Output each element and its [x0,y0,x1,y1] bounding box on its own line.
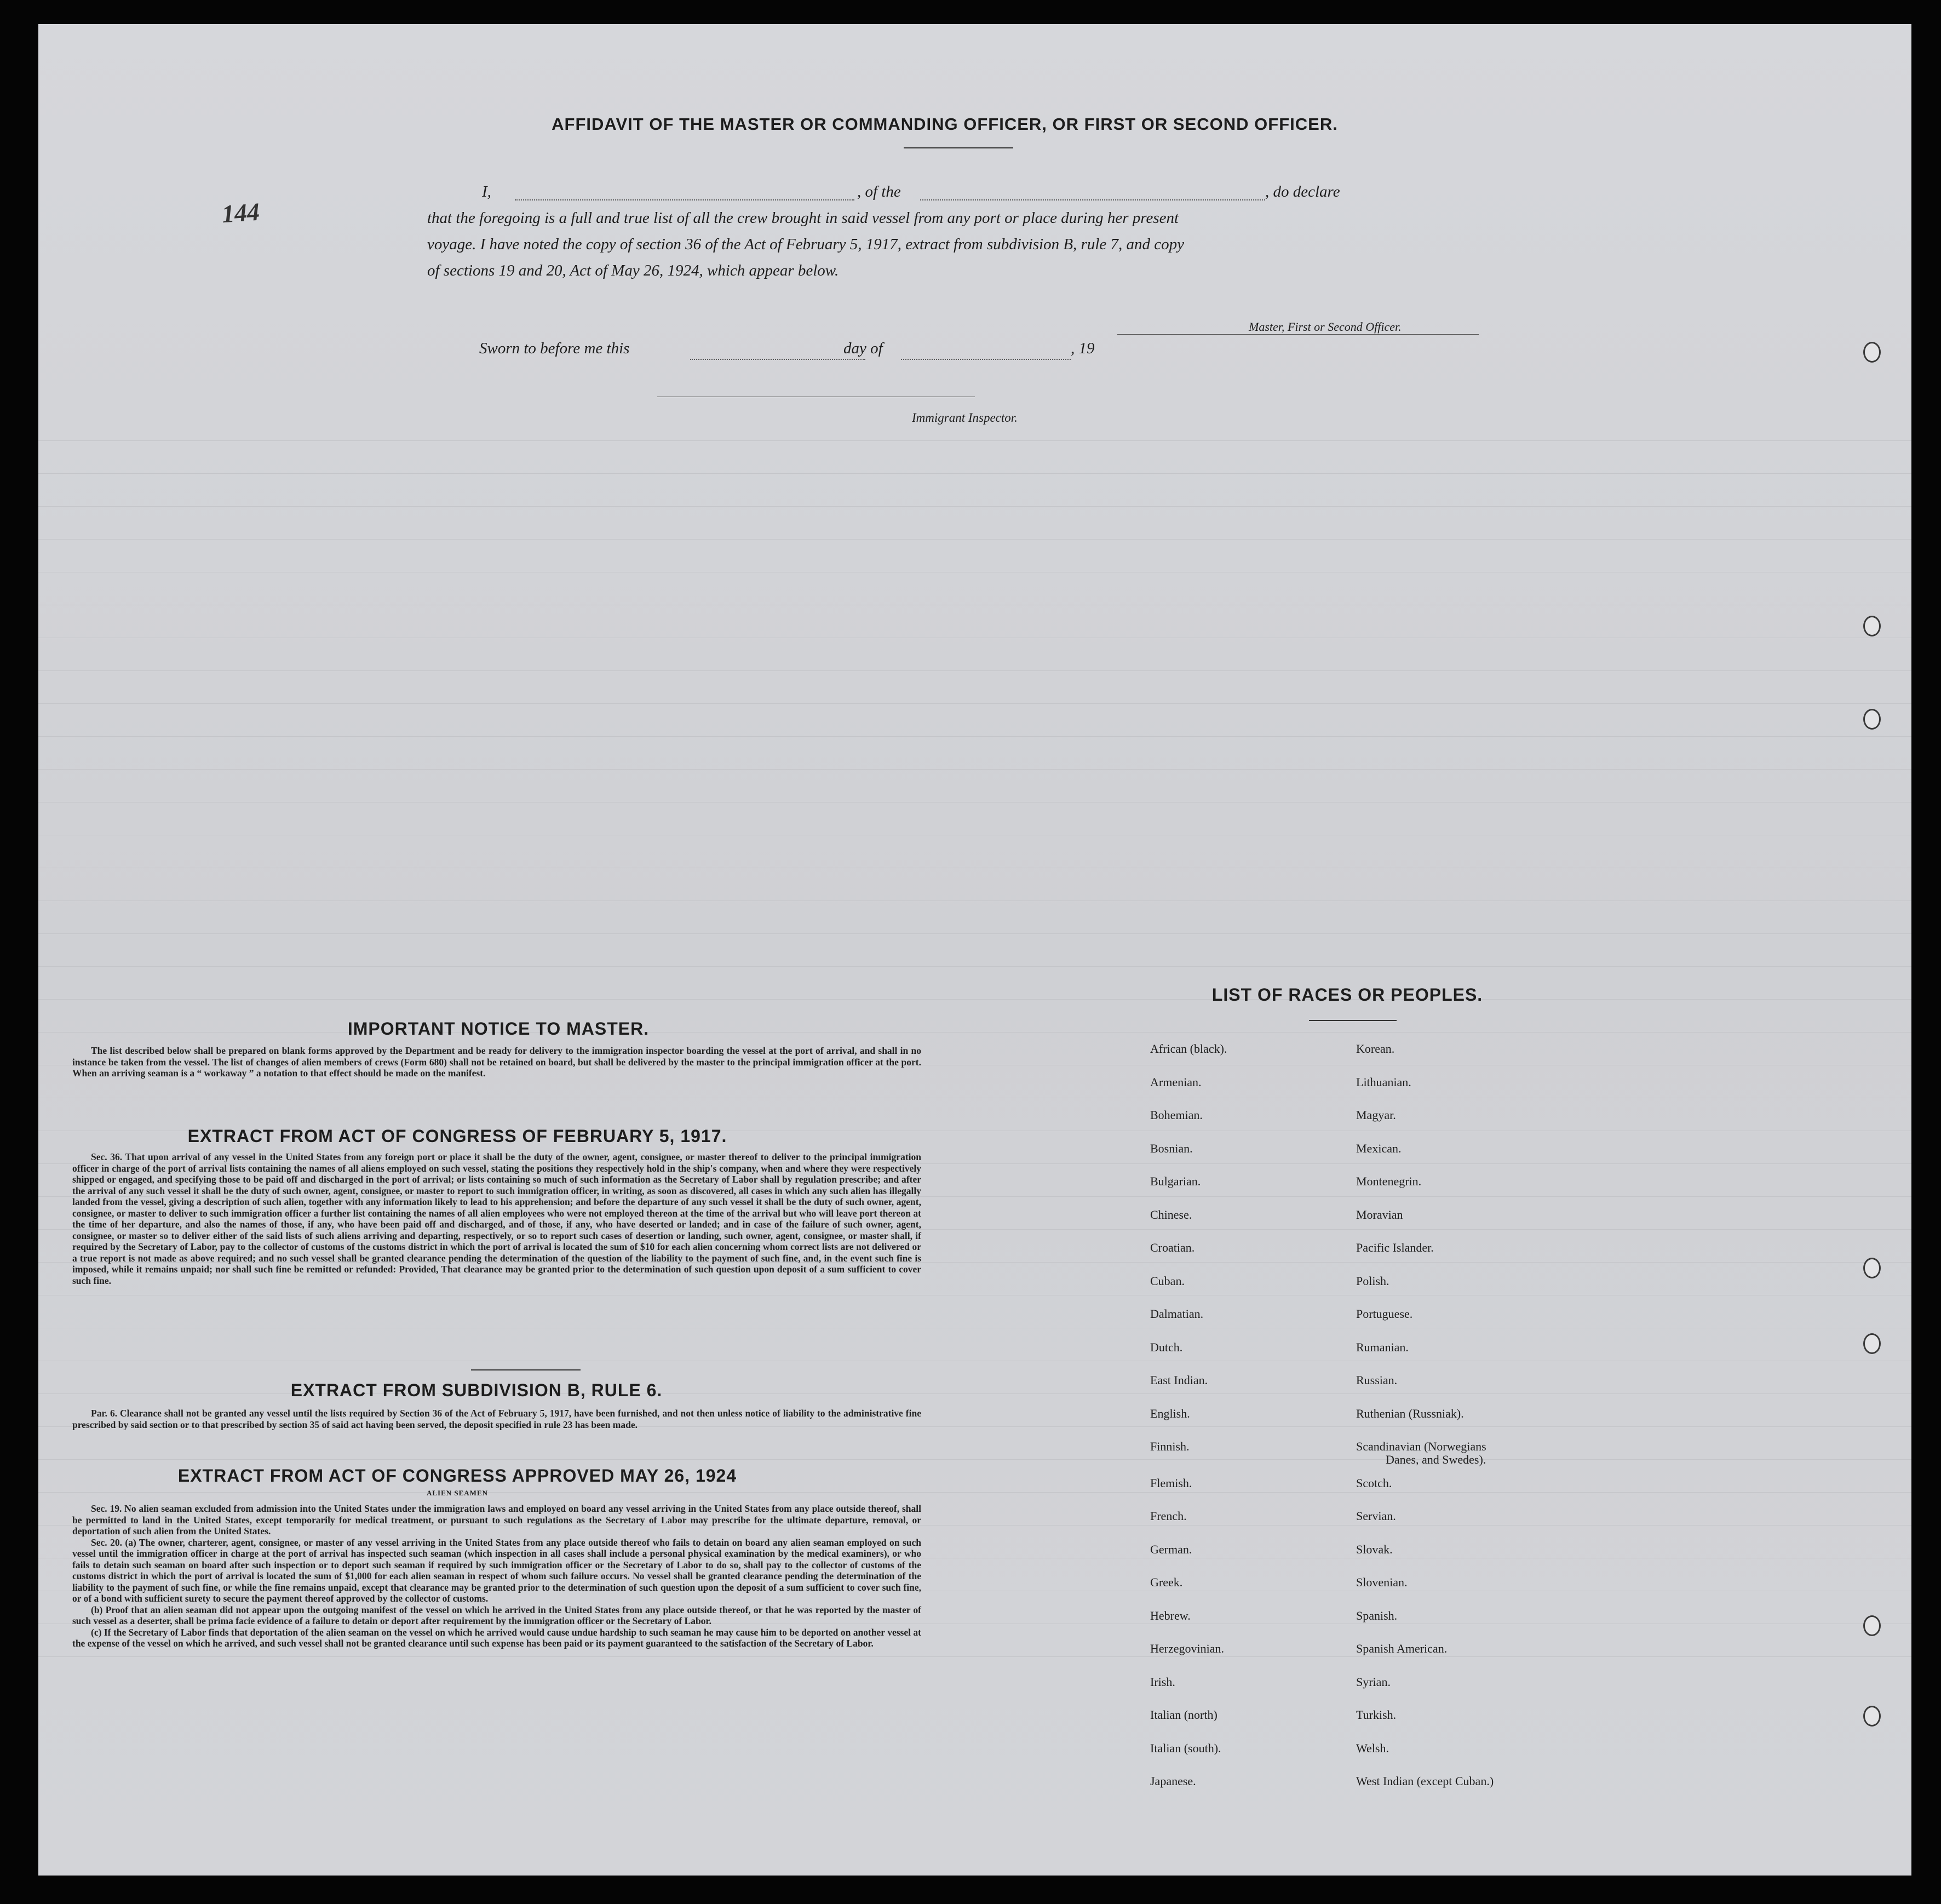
binder-hole-2 [1863,616,1881,636]
race-item: Herzegovinian. [1150,1642,1224,1655]
sworn-month-blank [901,359,1071,360]
race-item: Pacific Islander. [1356,1241,1434,1254]
race-item: Welsh. [1356,1741,1389,1755]
race-item: English. [1150,1406,1190,1420]
subdivision-paragraph: Par. 6. Clearance shall not be granted any vessel until the lists required by Section 36 of the Act of February 5, 1917, have been furnished, and not then unless notice of liability to the administrative fine prescribed by said section or to that prescribed by section 35 of said act having been served, the deposit specified in rule 23 has been made. [72,1408,921,1430]
master-signature-line [1117,334,1479,335]
notice-text [72,1045,921,1079]
margin-note: 144 [221,197,261,228]
race-item: Flemish. [1150,1476,1192,1490]
sec-20a-paragraph: Sec. 20. (a) The owner, charterer, agent, consignee, or master of any vessel arriving in the United States from any place outside thereof who fails to detain on board any alien seaman employed on such vessel until the immigration officer in charge at the port of arrival has inspected such seaman (which inspection in all cases shall include a personal physical examination by the medical examiners), or who fails to detain such seaman on board after such inspection or to deport such seaman if required by such immigration officer or the Secretary of Labor to do so, shall pay to the collector of customs of the customs district in which the port of arrival is located the sum of $1,000 for each alien seaman in respect of whom such failure occurs. No vessel shall be granted clearance pending the determination of the liability to the payment of such fine, or while the fine remains unpaid, except that clearance may be granted prior to the determination of such question upon the deposit of a sum sufficient to cover such fine, or of a bond with sufficient surety to secure the payment thereof approved by the collector of customs. [72,1536,921,1604]
race-item: Cuban. [1150,1274,1185,1288]
subdivision-title: EXTRACT FROM SUBDIVISION B, RULE 6. [290,1380,663,1400]
extract-1924-subtitle: ALIEN SEAMEN [426,1489,489,1497]
decl-do-declare: , do declare [1265,183,1340,200]
sec-19-paragraph: Sec. 19. No alien seaman excluded from admission into the United States under the immigration laws and employed on board any vessel arriving in the United States from any place outside thereof, shall be permitted to land in the United States, except temporarily for medical treatment, or pursuant to such regulations as the Secretary of Labor may prescribe for the ultimate departure, removal, or deportation of such alien from the United States. [72,1503,921,1536]
race-item: Polish. [1356,1274,1389,1288]
title-rule [904,147,1013,148]
race-item: Italian (south). [1150,1741,1221,1755]
bleed-through-line [38,539,1911,540]
inspector-label: Immigrant Inspector. [912,411,1018,425]
race-item: Italian (north) [1150,1708,1218,1722]
race-item: Slovenian. [1356,1575,1408,1589]
race-item: German. [1150,1542,1192,1556]
race-item: Russian. [1356,1373,1398,1387]
bleed-through-line [38,473,1911,474]
race-item: Scotch. [1356,1476,1392,1490]
race-item: Dutch. [1150,1340,1183,1354]
race-item: Finnish. [1150,1440,1190,1453]
sworn-day-blank [690,359,865,360]
extract-1917-text [72,1151,921,1286]
declaration-line-4: of sections 19 and 20, Act of May 26, 1924, which appear below. [427,262,839,279]
declaration-line-3: voyage. I have noted the copy of section 36 of the Act of February 5, 1917, extract from subdivision B, rule 7, and copy [427,236,1185,253]
sec-20c-paragraph: (c) If the Secretary of Labor finds that deportation of the alien seaman on the vessel on which he arrived would cause undue hardship to such seaman he may cause him to be deported on another vessel at the expense of the vessel on which he arrived, and such vessel shall not be granted clearance until such expense has been paid or its payment guaranteed to the satisfaction of the Secretary of Labor. [72,1626,921,1649]
race-item: Portuguese. [1356,1307,1413,1321]
race-item: Armenian. [1150,1075,1202,1089]
race-item: Lithuanian. [1356,1075,1411,1089]
race-item: Montenegrin. [1356,1174,1422,1188]
name-blank [515,199,854,200]
binder-hole-6 [1863,1615,1881,1636]
race-item: Irish. [1150,1674,1175,1689]
affidavit-title: AFFIDAVIT OF THE MASTER OR COMMANDING OFFICER, OR FIRST OR SECOND OFFICER. [552,114,1338,134]
race-item: Ruthenian (Russniak). [1356,1406,1464,1420]
bleed-through-line [38,440,1911,441]
race-item: African (black). [1150,1042,1227,1056]
notice-title: IMPORTANT NOTICE TO MASTER. [347,1019,650,1039]
extract-1917-paragraph: Sec. 36. That upon arrival of any vessel in the United States from any foreign port or place it shall be the duty of the owner, agent, consignee, or master thereof to deliver to the principal immigration officer in charge of the port of arrival lists containing the names of all aliens employed on such vessel, stating the positions they respectively hold in the ship's company, when and where they were respectively shipped or engaged, and specifying those to be paid off and discharged in the port of arrival; or lists containing so much of such information as the Secretary of Labor shall by regulation prescribe; and after the arrival of any such vessel it shall be the duty of such owner, agent, consignee, or master to report to such immigration officer, in writing, as soon as discovered, all cases in which any such alien has illegally landed from the vessel, giving a description of such alien, together with any information likely to lead to his apprehension; and before the departure of any such vessel it shall be the duty of such owner, agent, consignee, or master to deliver to such immigration officer a further list containing the names of all alien employees who were not employed thereon at the time of the arrival but who will leave port thereon at the time of her departure, and also the names of those, if any, who have been paid off and discharged, and of those, if any, who have deserted or landed; and in case of the failure of such owner, agent, consignee, or master so to deliver either of the said lists of such aliens arriving and departing, respectively, or so to report such cases of desertion or landing, such owner, agent, consignee, or master shall, if required by the Secretary of Labor, pay to the collector of customs of the customs district in which the port of arrival is located the sum of $10 for each alien concerning whom correct lists are not delivered or a true report is not made as above required; and no such vessel shall be granted clearance pending the determination of the question of the liability to the payment of such fine, and, in the event such fine is imposed, while it remains unpaid; nor shall such fine be remitted or refunded: Provided, That clearance may be granted prior to the determination of such question upon deposit of a sum sufficient to cover such fine. [72,1151,921,1286]
race-item: Croatian. [1150,1241,1195,1254]
binder-hole-7 [1863,1706,1881,1727]
binder-hole-1 [1863,342,1881,363]
race-item: Servian. [1356,1509,1396,1523]
bleed-through-line [38,1656,1911,1657]
race-item: Slovak. [1356,1542,1393,1556]
bleed-through-line [38,736,1911,737]
race-item: Japanese. [1150,1774,1196,1788]
binder-hole-3 [1863,709,1881,730]
sworn-text: Sworn to before me this [479,340,630,357]
document-sheet [38,24,1911,1876]
race-item: Moravian [1356,1207,1403,1221]
extract-1917-title: EXTRACT FROM ACT OF CONGRESS OF FEBRUARY 5, 1917. [187,1126,727,1146]
subdivision-text [72,1408,921,1430]
race-item: Rumanian. [1356,1340,1409,1354]
bleed-through-line [38,670,1911,671]
extract-1924-text [72,1503,921,1649]
races-title-rule [1309,1020,1397,1021]
master-signature-label: Master, First or Second Officer. [1249,320,1402,334]
bleed-through-line [38,769,1911,770]
race-item: West Indian (except Cuban.) [1356,1774,1494,1788]
bleed-through-line [38,933,1911,934]
bleed-through-line [38,966,1911,967]
bleed-through-line [38,703,1911,704]
year-text: , 19 [1071,340,1095,357]
race-item: Greek. [1150,1575,1183,1589]
race-item: Korean. [1356,1042,1395,1056]
race-item: Dalmatian. [1150,1307,1204,1321]
race-item: Spanish American. [1356,1642,1448,1655]
declaration-line-1 [427,179,1517,205]
race-item: Bohemian. [1150,1108,1203,1122]
race-item: Scandinavian (Norwegians [1356,1440,1486,1453]
binder-hole-4 [1863,1258,1881,1278]
day-of-text: day of [843,340,883,357]
extract-1924-title: EXTRACT FROM ACT OF CONGRESS APPROVED MAY 26, 1924 [177,1466,737,1486]
vessel-blank [920,199,1265,200]
race-item: Spanish. [1356,1608,1398,1622]
race-scandinavian-continued: Danes, and Swedes). [1386,1453,1486,1466]
notice-paragraph: The list described below shall be prepared on blank forms approved by the Department and be ready for delivery to the immigration inspector boarding the vessel at the port of arrival, and shall in no instance be taken from the vessel. The list of changes of alien members of crews (Form 680) shall not be retained on board, but shall be delivered by the master to the principal immigration officer at the port. When an arriving seaman is a “ workaway ” a notation to that effect should be made on the manifest. [72,1045,921,1079]
decl-i: I, [482,183,491,200]
declaration-block [427,179,1517,284]
bleed-through-line [38,999,1911,1000]
bleed-through-line [38,1492,1911,1493]
bleed-through-line [38,1459,1911,1460]
race-item: French. [1150,1509,1187,1523]
binder-hole-5 [1863,1333,1881,1354]
declaration-line-2: that the foregoing is a full and true list of all the crew brought in said vessel from any port or place during her present [427,209,1179,227]
decl-of-the: , of the [857,183,901,200]
race-item: Magyar. [1356,1108,1396,1122]
race-item: Hebrew. [1150,1608,1191,1622]
bleed-through-line [38,506,1911,507]
race-item: Mexican. [1356,1141,1402,1155]
race-item: East Indian. [1150,1373,1208,1387]
race-item: Chinese. [1150,1207,1192,1221]
race-item: Bosnian. [1150,1141,1193,1155]
races-title: LIST OF RACES OR PEOPLES. [1211,985,1483,1005]
race-item: Syrian. [1356,1674,1391,1689]
race-item: Turkish. [1356,1708,1397,1722]
race-item: Bulgarian. [1150,1174,1201,1188]
section-rule-1 [471,1369,581,1370]
sec-20b-paragraph: (b) Proof that an alien seaman did not appear upon the outgoing manifest of the vessel on which he arrived in the United States from any place outside thereof, or that he was reported by the master of such vessel as a deserter, shall be prima facie evidence of a failure to detain or deport after requirement by the immigration officer or the Secretary of Labor. [72,1604,921,1626]
